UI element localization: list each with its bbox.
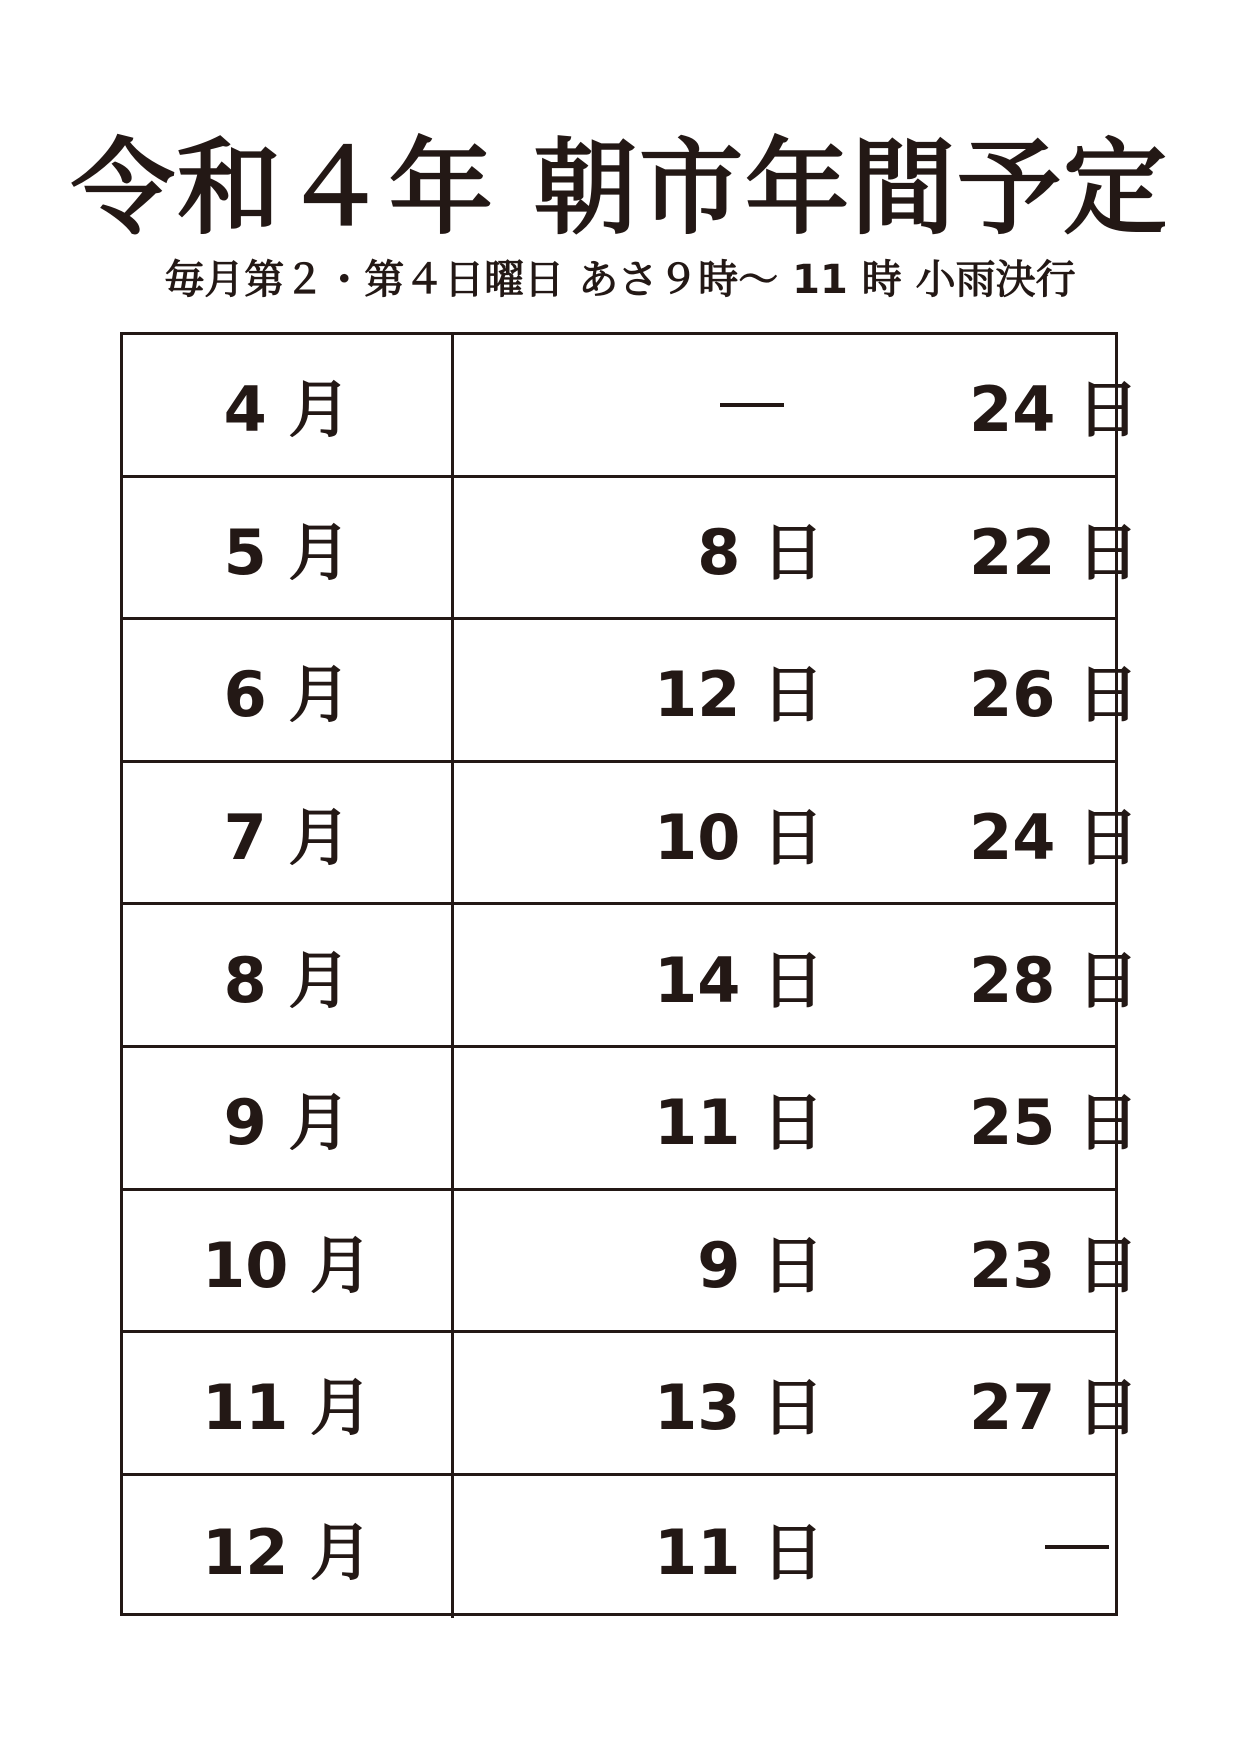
month-cell: 7 月 <box>123 763 454 903</box>
second-sunday-cell <box>454 335 824 475</box>
schedule-table <box>120 332 1139 1616</box>
table-row <box>123 478 1139 621</box>
fourth-sunday-cell: 23 日 <box>969 1228 1139 1302</box>
table-row <box>123 905 1139 1048</box>
fourth-sunday-cell: 22 日 <box>969 515 1139 589</box>
month-cell: 8 月 <box>123 905 454 1045</box>
month-cell: 10 月 <box>123 1191 454 1331</box>
month-cell: 11 月 <box>123 1333 454 1473</box>
table-row <box>123 1048 1139 1191</box>
no-date-dash <box>1045 1545 1109 1549</box>
month-cell: 12 月 <box>123 1476 454 1619</box>
page-title: 令和４年 朝市年間予定 <box>70 127 1170 249</box>
page-subtitle: 毎月第２・第４日曜日 あさ９時～ 11 時 小雨決行 <box>164 257 1076 303</box>
fourth-sunday-cell: 25 日 <box>969 1086 1139 1160</box>
table-row <box>123 620 1139 763</box>
month-cell: 5 月 <box>123 478 454 618</box>
second-sunday-cell: 13 日 <box>654 1371 824 1445</box>
fourth-sunday-cell: 26 日 <box>969 658 1139 732</box>
second-sunday-cell: 9 日 <box>697 1228 824 1302</box>
table-row <box>123 1191 1139 1334</box>
month-cell: 9 月 <box>123 1048 454 1188</box>
second-sunday-cell: 8 日 <box>697 515 824 589</box>
table-row <box>123 1333 1139 1476</box>
no-date-dash <box>720 403 784 407</box>
fourth-sunday-cell: 24 日 <box>969 801 1139 875</box>
month-cell: 4 月 <box>123 335 454 475</box>
fourth-sunday-cell: 24 日 <box>969 373 1139 447</box>
second-sunday-cell: 10 日 <box>654 801 824 875</box>
fourth-sunday-cell: 28 日 <box>969 943 1139 1017</box>
second-sunday-cell: 12 日 <box>654 658 824 732</box>
table-row <box>123 1476 1115 1619</box>
fourth-sunday-cell: 27 日 <box>969 1371 1139 1445</box>
second-sunday-cell: 11 日 <box>654 1086 824 1160</box>
second-sunday-cell: 11 日 <box>654 1515 824 1589</box>
fourth-sunday-cell <box>824 1476 1139 1619</box>
table-row <box>123 335 1139 478</box>
table-row <box>123 763 1139 906</box>
month-cell: 6 月 <box>123 620 454 760</box>
second-sunday-cell: 14 日 <box>654 943 824 1017</box>
